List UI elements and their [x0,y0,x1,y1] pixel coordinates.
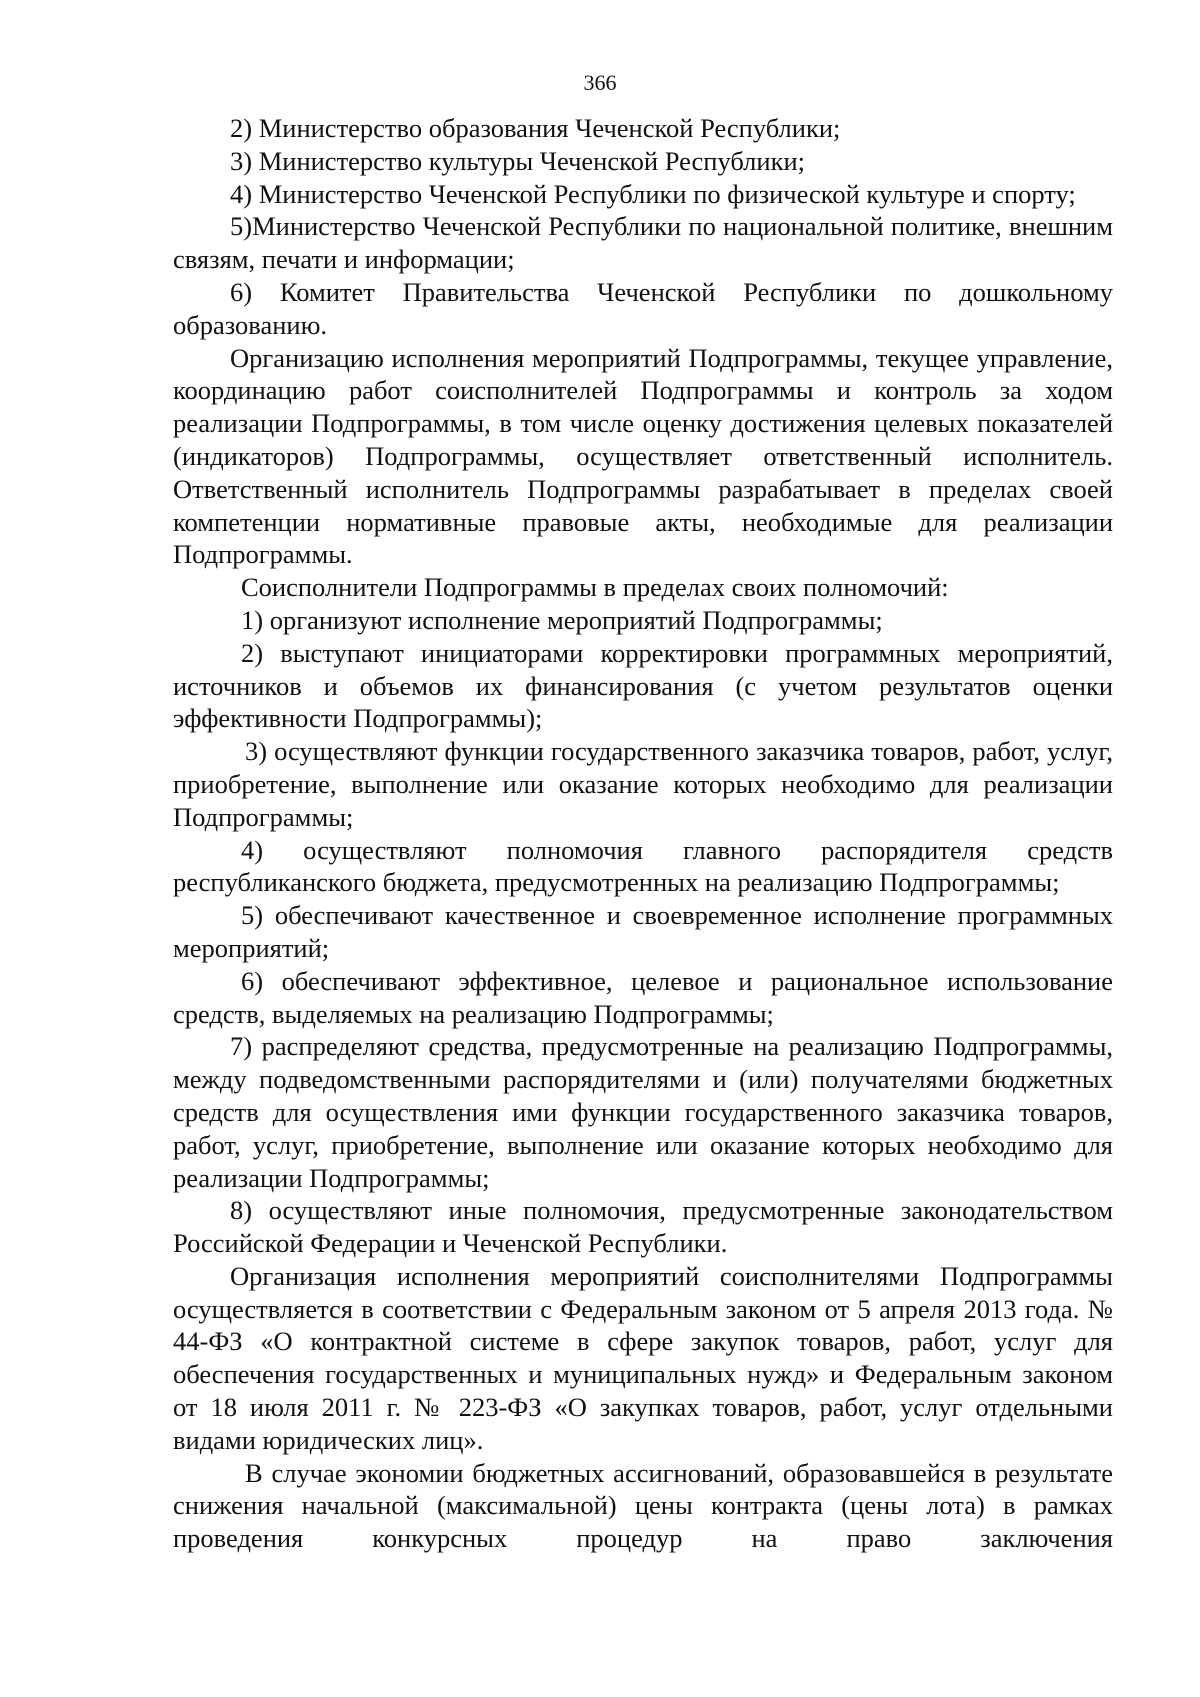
paragraph-organization: Организацию исполнения мероприятий Подпрограммы, текущее управление, координацию работ соисполнителей Подпрограммы и контроль за ходом реализации Подпрограммы, в том числе оценку достижения целевых показателей (индикаторов) Подпрограммы, осуществляет ответственный исполнитель. Ответственный исполнитель Подпрограммы разрабатывает в пределах своей компетенции нормативные правовые акты, необходимые для реализации Подпрограммы. [173,342,1113,570]
list-item-duty-4: 4) осуществляют полномочия главного распорядителя средств республиканского бюджета, предусмотренных на реализацию Подпрограммы; [173,834,1113,898]
list-item-duty-8: 8) осуществляют иные полномочия, предусмотренные законодательством Российской Федерации и Чеченской Республики. [173,1195,1113,1259]
document-body [173,112,1113,1555]
paragraph-procurement-law: Организация исполнения мероприятий соисполнителями Подпрограммы осуществляется в соответствии с Федеральным законом от 5 апреля 2013 года. № 44-ФЗ «О контрактной системе в сфере закупок товаров, работ, услуг для обеспечения государственных и муниципальных нужд» и Федеральным законом от 18 июля 2011 г. № 223-ФЗ «О закупках товаров, работ, услуг отдельными видами юридических лиц». [173,1260,1113,1455]
list-item-duty-5: 5) обеспечивают качественное и своевременное исполнение программных мероприятий; [173,900,1113,963]
list-item-committee-preschool: 6) Комитет Правительства Чеченской Республики по дошкольному образованию. [173,276,1113,340]
list-item-ministry-culture: 3) Министерство культуры Чеченской Республики; [230,145,806,176]
list-item-ministry-sport: 4) Министерство Чеченской Республики по физической культуре и спорту; [230,178,1076,209]
paragraph-coexecutors-intro: Соисполнители Подпрограммы в пределах своих полномочий: [241,572,949,603]
list-item-duty-3: 3) осуществляют функции государственного заказчика товаров, работ, услуг, приобретение, выполнение или оказание которых необходимо для реализации Подпрограммы; [173,736,1113,832]
list-item-ministry-education: 2) Министерство образования Чеченской Республики; [230,113,841,143]
list-item-duty-2: 2) выступают инициаторами корректировки программных мероприятий, источников и объемов их финансирования (с учетом результатов оценки эффективности Подпрограммы); [173,637,1113,734]
list-item-duty-1: 1) организуют исполнение мероприятий Подпрограммы; [241,604,883,635]
list-item-ministry-national-policy: 5)Министерство Чеченской Республики по национальной политике, внешним связям, печати и информации; [173,211,1113,275]
paragraph-budget-savings: В случае экономии бюджетных ассигнований, образовавшейся в результате снижения начальной (максимальной) цены контракта (цены лота) в рамках проведения конкурсных процедур на право заключения [173,1457,1113,1554]
list-item-duty-7: 7) распределяют средства, предусмотренные на реализацию Подпрограммы, между подведомственными распорядителями и (или) получателями бюджетных средств для осуществления ими функции государственного заказчика товаров, работ, услуг, приобретение, выполнение или оказание которых необходимо для реализации Подпрограммы; [173,1031,1113,1193]
list-item-duty-6: 6) обеспечивают эффективное, целевое и рациональное использование средств, выделяемых на реализацию Подпрограммы; [173,965,1113,1029]
page-number: 366 [583,70,617,95]
